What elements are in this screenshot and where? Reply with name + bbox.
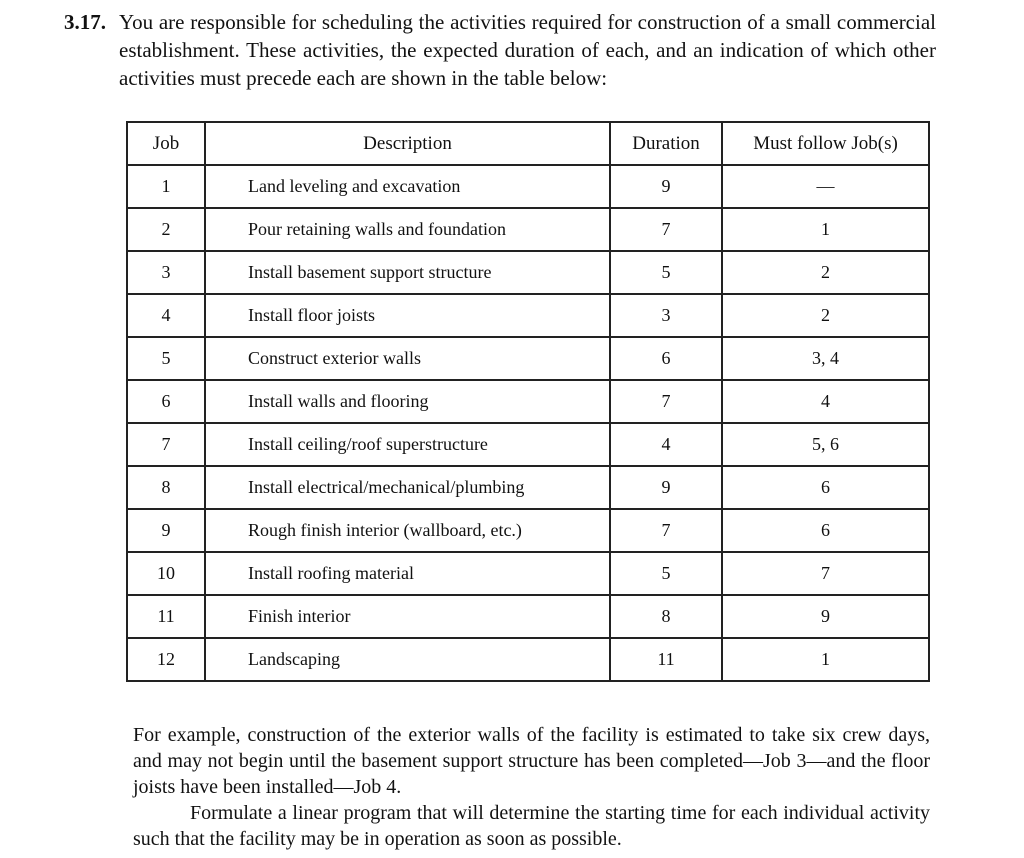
table-row	[127, 165, 929, 208]
table-row	[127, 251, 929, 294]
table-row	[127, 380, 929, 423]
description-cell: Finish interior	[205, 595, 610, 638]
must-follow-cell: 2	[722, 251, 929, 294]
table-row	[127, 208, 929, 251]
job-cell: 5	[127, 337, 205, 380]
must-follow-cell: 2	[722, 294, 929, 337]
duration-cell: 7	[610, 380, 722, 423]
problem-text: You are responsible for scheduling the activities required for construction of a small commercial establishment. These activities, the expected duration of each, and an indication of which other activities must precede each are shown in the table below:	[119, 10, 936, 90]
header-must-follow: Must follow Job(s)	[722, 122, 929, 165]
problem-number: 3.17.	[64, 10, 106, 34]
job-cell: 4	[127, 294, 205, 337]
header-description: Description	[205, 122, 610, 165]
activities-table	[126, 121, 930, 682]
task-paragraph: Formulate a linear program that will determine the starting time for each individual activity such that the facility may be in operation as soon as possible.	[133, 802, 930, 850]
must-follow-cell: —	[722, 165, 929, 208]
table-row	[127, 294, 929, 337]
job-cell: 11	[127, 595, 205, 638]
description-cell: Pour retaining walls and foundation	[205, 208, 610, 251]
description-cell: Install roofing material	[205, 552, 610, 595]
must-follow-cell: 7	[722, 552, 929, 595]
description-cell: Land leveling and excavation	[205, 165, 610, 208]
problem-statement	[64, 8, 936, 92]
description-cell: Install ceiling/roof superstructure	[205, 423, 610, 466]
must-follow-cell: 4	[722, 380, 929, 423]
job-cell: 1	[127, 165, 205, 208]
table-header-row	[127, 122, 929, 165]
header-job: Job	[127, 122, 205, 165]
must-follow-cell: 6	[722, 466, 929, 509]
must-follow-cell: 9	[722, 595, 929, 638]
table-row	[127, 466, 929, 509]
must-follow-cell: 1	[722, 208, 929, 251]
duration-cell: 4	[610, 423, 722, 466]
duration-cell: 5	[610, 251, 722, 294]
example-paragraph: For example, construction of the exterior walls of the facility is estimated to take six crew days, and may not begin until the basement support structure has been completed—Job 3—and the floor joists have been installed—Job 4.	[133, 724, 930, 798]
table-body	[127, 165, 929, 681]
table-row	[127, 552, 929, 595]
job-cell: 9	[127, 509, 205, 552]
header-duration: Duration	[610, 122, 722, 165]
job-cell: 6	[127, 380, 205, 423]
duration-cell: 5	[610, 552, 722, 595]
description-cell: Construct exterior walls	[205, 337, 610, 380]
must-follow-cell: 1	[722, 638, 929, 681]
job-cell: 8	[127, 466, 205, 509]
job-cell: 2	[127, 208, 205, 251]
job-cell: 3	[127, 251, 205, 294]
duration-cell: 7	[610, 509, 722, 552]
job-cell: 7	[127, 423, 205, 466]
duration-cell: 3	[610, 294, 722, 337]
table-row	[127, 337, 929, 380]
duration-cell: 11	[610, 638, 722, 681]
description-cell: Install electrical/mechanical/plumbing	[205, 466, 610, 509]
description-cell: Install walls and flooring	[205, 380, 610, 423]
duration-cell: 9	[610, 165, 722, 208]
table-row	[127, 638, 929, 681]
must-follow-cell: 6	[722, 509, 929, 552]
table-row	[127, 423, 929, 466]
duration-cell: 9	[610, 466, 722, 509]
duration-cell: 6	[610, 337, 722, 380]
job-cell: 10	[127, 552, 205, 595]
description-cell: Install floor joists	[205, 294, 610, 337]
table-row	[127, 509, 929, 552]
description-cell: Rough finish interior (wallboard, etc.)	[205, 509, 610, 552]
duration-cell: 7	[610, 208, 722, 251]
duration-cell: 8	[610, 595, 722, 638]
table-row	[127, 595, 929, 638]
description-cell: Install basement support structure	[205, 251, 610, 294]
must-follow-cell: 3, 4	[722, 337, 929, 380]
description-cell: Landscaping	[205, 638, 610, 681]
job-cell: 12	[127, 638, 205, 681]
must-follow-cell: 5, 6	[722, 423, 929, 466]
